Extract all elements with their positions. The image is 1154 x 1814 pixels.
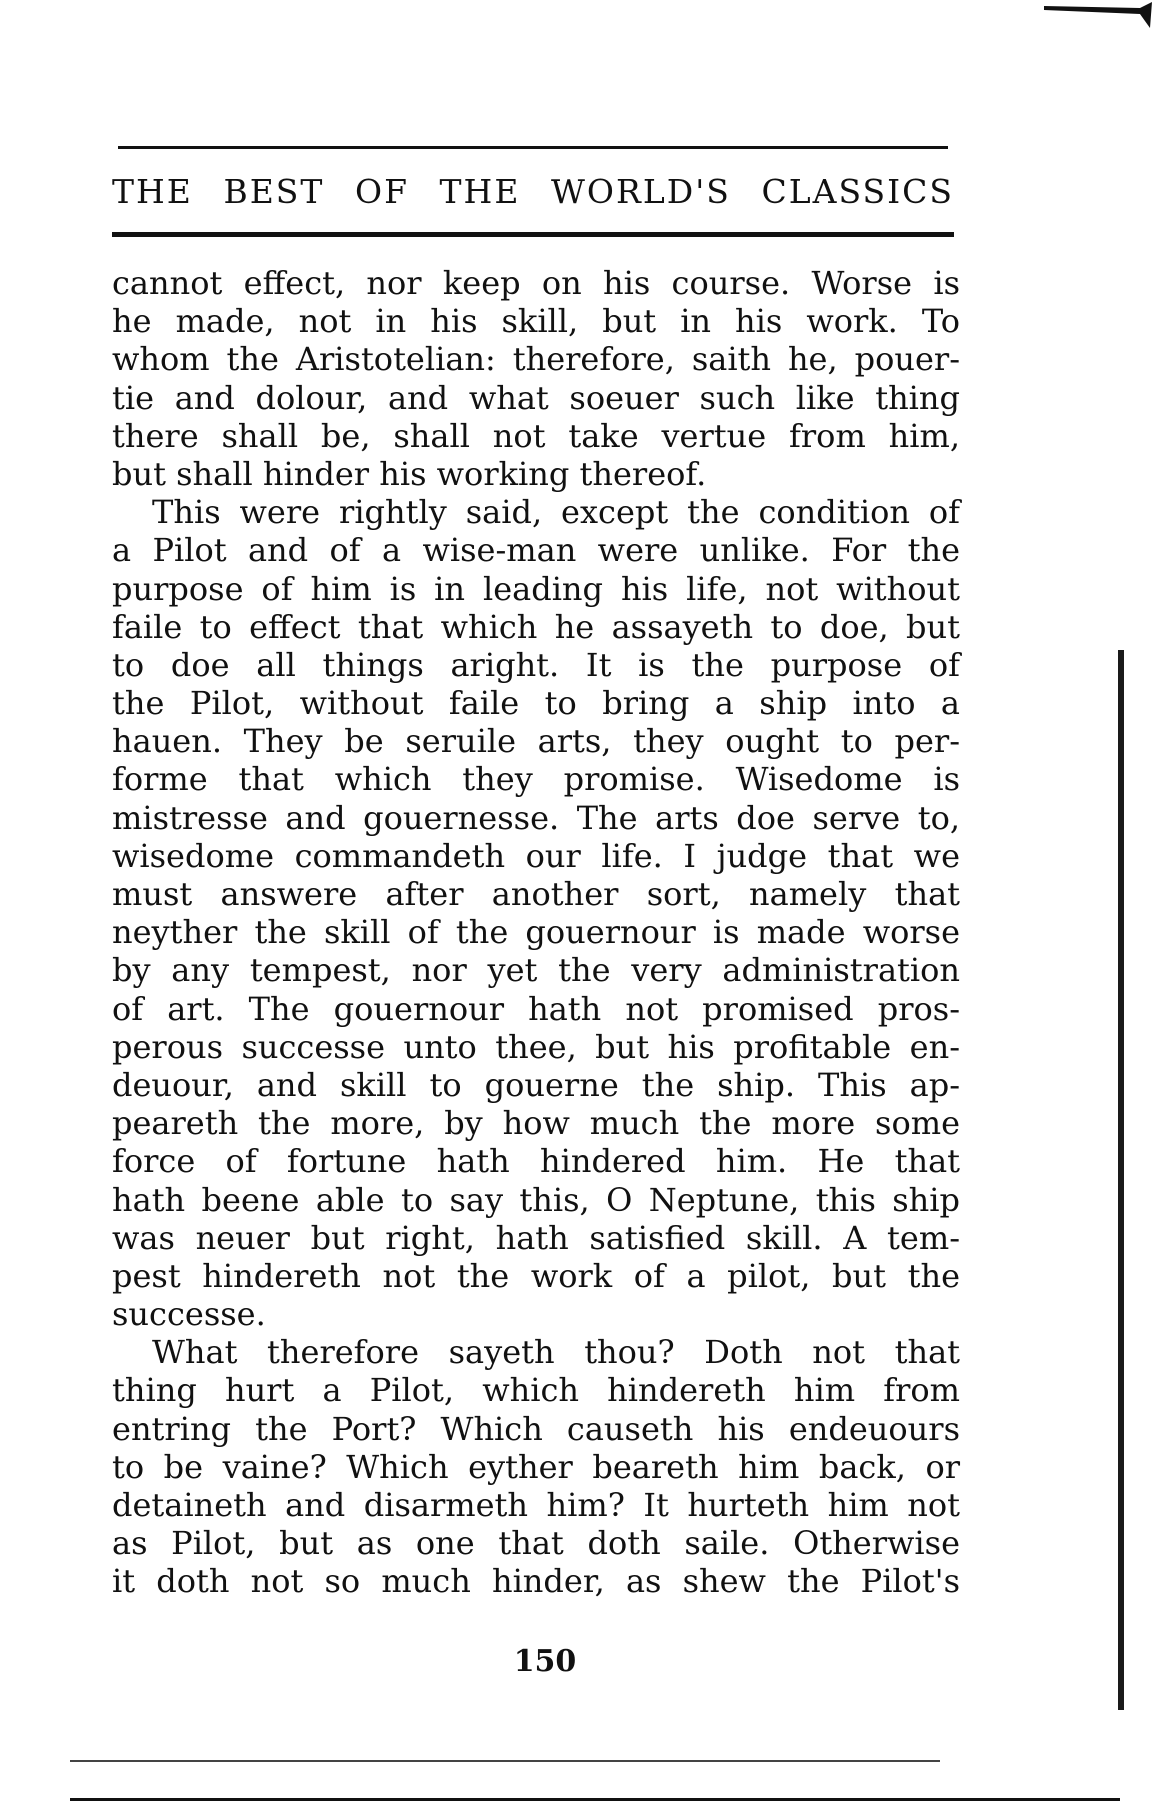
- text-line: perous successe unto thee, but his profitable en-: [112, 1027, 960, 1066]
- header-bottom-rule: [112, 232, 954, 237]
- header-top-rule: [118, 146, 948, 149]
- bottom-rule-thick: [70, 1798, 1120, 1801]
- text-line: to be vaine? Which eyther beareth him back, or: [112, 1447, 960, 1486]
- text-line: it doth not so much hinder, as shew the Pilot's: [112, 1562, 960, 1601]
- text-line: successe.: [112, 1295, 266, 1334]
- text-line: hauen. They be seruile arts, they ought to per-: [112, 722, 960, 761]
- text-line: there shall be, shall not take vertue from him,: [112, 416, 960, 455]
- text-line: cannot effect, nor keep on his course. Worse is: [112, 264, 960, 302]
- text-line: purpose of him is in leading his life, not without: [112, 569, 960, 608]
- text-line: he made, not in his skill, but in his work. To: [112, 302, 960, 341]
- body-text: [112, 264, 960, 1601]
- text-line: deuour, and skill to gouerne the ship. This ap-: [112, 1065, 960, 1104]
- text-line: as Pilot, but as one that doth saile. Otherwise: [112, 1524, 960, 1563]
- text-line: a Pilot and of a wise-man were unlike. For the: [112, 531, 960, 570]
- text-line: hath beene able to say this, O Neptune, this ship: [112, 1180, 960, 1219]
- paragraph-start-line: This were rightly said, except the condition of: [152, 493, 960, 532]
- text-line: peareth the more, by how much the more some: [112, 1104, 960, 1143]
- text-line: detaineth and disarmeth him? It hurteth him not: [112, 1486, 960, 1524]
- text-line: faile to effect that which he assayeth to doe, but: [112, 607, 960, 646]
- paragraph-start-line: What therefore sayeth thou? Doth not that: [152, 1333, 960, 1372]
- text-line: thing hurt a Pilot, which hindereth him from: [112, 1371, 960, 1410]
- page-number: 150: [513, 1644, 577, 1679]
- text-line: entring the Port? Which causeth his endeuours: [112, 1409, 960, 1448]
- text-line: the Pilot, without faile to bring a ship into a: [112, 684, 960, 723]
- text-line: neyther the skill of the gouernour is made worse: [112, 913, 960, 952]
- running-head: THE BEST OF THE WORLD'S CLASSICS: [112, 172, 954, 211]
- bottom-rule-thin: [70, 1760, 940, 1762]
- text-line: mistresse and gouernesse. The arts doe serve to,: [112, 798, 960, 837]
- text-line: must answere after another sort, namely that: [112, 875, 960, 913]
- text-line: pest hindereth not the work of a pilot, but the: [112, 1256, 960, 1295]
- text-line: whom the Aristotelian: therefore, saith he, pouer-: [112, 340, 960, 379]
- text-line: tie and dolour, and what soeuer such like thing: [112, 378, 960, 417]
- text-line: forme that which they promise. Wisedome is: [112, 760, 960, 799]
- text-line: by any tempest, nor yet the very administration: [112, 951, 960, 990]
- text-line: to doe all things aright. It is the purpose of: [112, 645, 960, 684]
- text-line: but shall hinder his working thereof.: [112, 454, 707, 493]
- corner-arrow-mark: [1044, 0, 1154, 30]
- text-line: of art. The gouernour hath not promised pros-: [112, 989, 960, 1028]
- text-line: wisedome commandeth our life. I judge that we: [112, 836, 960, 875]
- text-line: was neuer but right, hath satisfied skill. A tem-: [112, 1218, 960, 1257]
- text-line: force of fortune hath hindered him. He that: [112, 1142, 960, 1181]
- page-edge-shadow: [1118, 650, 1124, 1710]
